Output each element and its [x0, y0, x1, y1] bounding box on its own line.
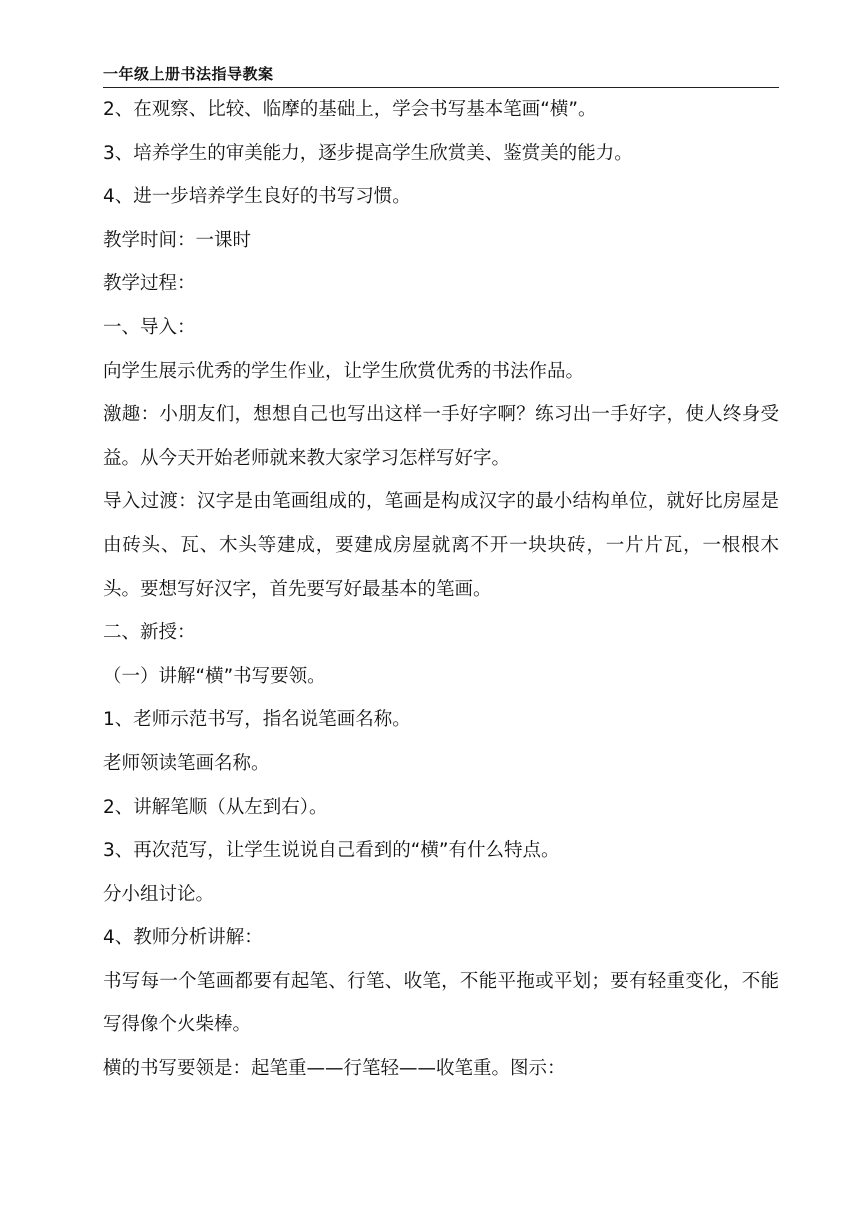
objective-3: 3、培养学生的审美能力，逐步提高学生欣赏美、鉴赏美的能力。 [103, 142, 633, 164]
objective-4: 4、进一步培养学生良好的书写习惯。 [103, 186, 411, 208]
header-title: 一年级上册书法指导教案 [103, 65, 274, 83]
step-1-note: 老师领读笔画名称。 [103, 752, 270, 774]
step-1: 1、老师示范书写，指名说笔画名称。 [103, 709, 411, 731]
step-3: 3、再次范写，让学生说说自己看到的“横”有什么特点。 [103, 840, 560, 862]
stroke-requirements: 书写每一个笔画都要有起笔、行笔、收笔，不能平拖或平划；要有轻重变化，不能写得像个火柴棒。 [103, 970, 779, 1036]
heng-key-points: 横的书写要领是：起笔重——行笔轻——收笔重。图示： [103, 1058, 566, 1080]
subsection-heng-heading: （一）讲解“横”书写要领。 [103, 665, 326, 687]
objective-2: 2、在观察、比较、临摩的基础上，学会书写基本笔画“横”。 [103, 99, 597, 120]
section-new-lesson-heading: 二、新授： [103, 622, 196, 644]
document-body [103, 88, 779, 1091]
step-4: 4、教师分析讲解： [103, 927, 263, 949]
page-header [103, 61, 779, 88]
step-2: 2、讲解笔顺（从左到右）。 [103, 796, 328, 818]
intro-motivation: 激趣：小朋友们，想想自己也写出这样一手好字啊？练习出一手好字，使人终身受益。从今天开始老师就来教大家学习怎样写好字。 [103, 404, 779, 469]
section-intro-heading: 一、导入： [103, 316, 196, 338]
intro-transition: 导入过渡：汉字是由笔画组成的，笔画是构成汉字的最小结构单位，就好比房屋是由砖头、瓦、木头等建成，要建成房屋就离不开一块块砖，一片片瓦，一根根木头。要想写好汉字，首先要写好最基本的笔画。 [103, 491, 779, 600]
teaching-time: 教学时间：一课时 [103, 229, 252, 251]
step-3-note: 分小组讨论。 [103, 883, 215, 905]
teaching-process-heading: 教学过程： [103, 273, 196, 295]
intro-show-works: 向学生展示优秀的学生作业，让学生欣赏优秀的书法作品。 [103, 360, 585, 382]
